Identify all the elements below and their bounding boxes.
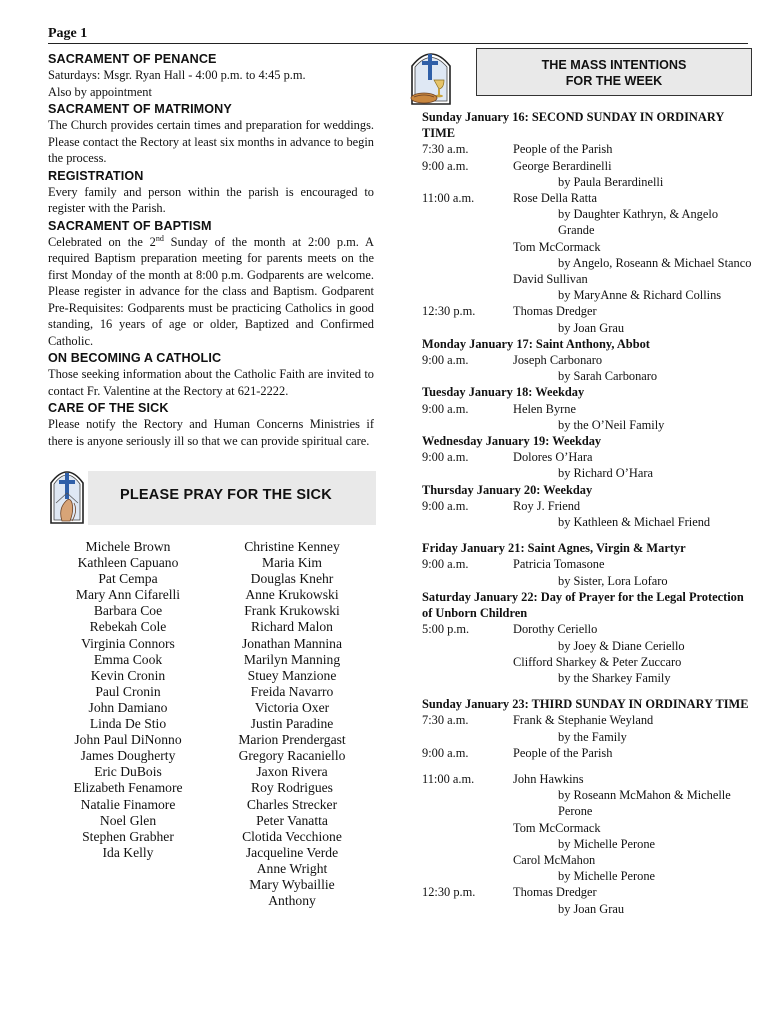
mass-intention-row bbox=[422, 712, 752, 744]
mass-time: 7:30 a.m. bbox=[422, 142, 469, 157]
sick-name: Marilyn Manning bbox=[243, 651, 341, 667]
section-penance bbox=[48, 51, 374, 100]
section-heading: ON BECOMING A CATHOLIC bbox=[48, 351, 222, 365]
mass-intention-by: by Joey & Diane Ceriello bbox=[558, 638, 685, 653]
mass-intention-by: by the Family bbox=[558, 729, 627, 744]
baptism-body-rest: Sunday of the month at 2:00 p.m. A required Baptism preparation meeting for parents meets on the first Monday of the month at 8:00 p.m. Godparents are welcome. Please register in advance for the class and Baptism. Godparent Pre-Requisites: Godparents must be practicing Catholics in good standing, 16 years of age or older, Baptized and Confirmed Catholic. bbox=[48, 234, 374, 348]
mass-intention-row bbox=[422, 239, 752, 271]
mass-intention-name: Thomas Dredger bbox=[513, 304, 597, 319]
mass-intention-row bbox=[422, 621, 752, 653]
mass-day-heading: Tuesday January 18: Weekday bbox=[422, 385, 585, 400]
sick-name: Anne Wright bbox=[256, 860, 328, 876]
mass-intention-name: Rose Della Ratta bbox=[513, 191, 597, 206]
section-body: Please notify the Rectory and Human Concerns Ministries if there is anyone seriously ill so that we can provide spiritual care. bbox=[48, 417, 374, 448]
sick-name: Pat Cempa bbox=[98, 571, 158, 587]
section-heading: SACRAMENT OF PENANCE bbox=[48, 52, 217, 66]
right-column bbox=[422, 42, 752, 917]
sick-name: John Damiano bbox=[88, 699, 168, 715]
mass-intention-name: People of the Parish bbox=[513, 745, 613, 760]
sick-name: Elizabeth Fenamore bbox=[73, 780, 183, 796]
sick-name: Roy Rodrigues bbox=[251, 780, 333, 796]
section-heading: REGISTRATION bbox=[48, 168, 144, 183]
mass-intention-name: Roy J. Friend bbox=[513, 498, 581, 513]
mass-time: 11:00 a.m. bbox=[422, 771, 475, 786]
sick-name: Gregory Racaniello bbox=[238, 748, 346, 764]
sick-name: Christine Kenney bbox=[244, 539, 340, 554]
stained-glass-chalice-icon bbox=[408, 46, 454, 106]
mass-intention-row bbox=[422, 820, 752, 852]
mass-intention-name: Dolores O’Hara bbox=[513, 450, 593, 465]
section-body: Those seeking information about the Catholic Faith are invited to contact Fr. Valentine at the Rectory at 621-2222. bbox=[48, 367, 374, 398]
mass-day-heading: Monday January 17: Saint Anthony, Abbot bbox=[422, 336, 650, 351]
mass-intention-by: by Kathleen & Michael Friend bbox=[558, 515, 711, 530]
sick-name: Mary Wybaillie bbox=[249, 876, 335, 892]
mass-intention-name: Frank & Stephanie Weyland bbox=[513, 713, 654, 728]
mass-day bbox=[422, 589, 752, 696]
mass-intention-row bbox=[422, 158, 752, 190]
section-matrimony bbox=[48, 101, 374, 167]
mass-intentions-banner bbox=[422, 42, 752, 106]
mass-intention-name: Thomas Dredger bbox=[513, 885, 597, 900]
mass-intention-name: John Hawkins bbox=[513, 771, 584, 786]
pray-title: PLEASE PRAY FOR THE SICK bbox=[120, 487, 332, 503]
mass-intention-row bbox=[422, 498, 752, 530]
sick-name: Marion Prendergast bbox=[238, 732, 346, 748]
section-registration bbox=[48, 168, 374, 217]
mass-day-heading: Sunday January 23: THIRD SUNDAY IN ORDINARY TIME bbox=[422, 697, 749, 712]
mass-day-heading: Thursday January 20: Weekday bbox=[422, 482, 593, 497]
section-body: Every family and person within the parish is encouraged to register with the Parish. bbox=[48, 184, 374, 215]
sick-name: Clotida Vecchione bbox=[242, 828, 342, 844]
mass-day-heading: Saturday January 22: Day of Prayer for the Legal Protection of Unborn Children bbox=[422, 589, 744, 621]
mass-intention-name: Clifford Sharkey & Peter Zuccaro bbox=[513, 654, 682, 669]
mass-intention-by: by Richard O’Hara bbox=[558, 466, 653, 481]
mass-intention-row bbox=[422, 556, 752, 588]
mass-intention-by: by Daughter Kathryn, & Angelo Grande bbox=[558, 207, 719, 238]
sick-name: Noel Glen bbox=[99, 812, 157, 828]
mass-intention-row bbox=[422, 352, 752, 384]
sick-name: Michele Brown bbox=[85, 539, 171, 554]
sick-name: Freida Navarro bbox=[250, 683, 334, 699]
mass-intention-name: George Berardinelli bbox=[513, 158, 612, 173]
mass-intention-row bbox=[422, 852, 752, 884]
mass-intention-row bbox=[422, 303, 752, 335]
sick-name: Justin Paradine bbox=[250, 716, 334, 732]
spacer bbox=[422, 530, 752, 540]
baptism-body-sup: nd bbox=[155, 233, 164, 243]
sick-name: Richard Malon bbox=[251, 619, 333, 635]
mass-day bbox=[422, 482, 752, 541]
mass-intention-by: by MaryAnne & Richard Collins bbox=[558, 288, 722, 303]
mass-time: 9:00 a.m. bbox=[422, 745, 469, 760]
sick-name: Frank Krukowski bbox=[244, 603, 340, 619]
mass-time: 9:00 a.m. bbox=[422, 158, 469, 173]
page-label: Page 1 bbox=[48, 26, 88, 41]
sick-name: Victoria Oxer bbox=[254, 699, 330, 715]
mass-intention-row bbox=[422, 190, 752, 239]
sick-name: Douglas Knehr bbox=[250, 571, 334, 587]
sick-names bbox=[48, 539, 374, 919]
stained-glass-hands-icon bbox=[48, 463, 86, 525]
mass-intention-name: Carol McMahon bbox=[513, 852, 596, 867]
mass-time: 9:00 a.m. bbox=[422, 498, 469, 513]
mass-intention-by: by Roseann McMahon & Michelle Perone bbox=[558, 788, 731, 819]
mass-day-heading: Wednesday January 19: Weekday bbox=[422, 434, 602, 449]
mass-intention-row bbox=[422, 271, 752, 303]
section-heading: CARE OF THE SICK bbox=[48, 401, 169, 415]
mass-intention-name: Patricia Tomasone bbox=[513, 557, 605, 572]
section-body: Saturdays: Msgr. Ryan Hall - 4:00 p.m. to 4:45 p.m. Also by appointment bbox=[48, 68, 306, 99]
section-care-of-sick bbox=[48, 400, 374, 449]
mass-time: 9:00 a.m. bbox=[422, 401, 469, 416]
sick-name: Linda De Stio bbox=[89, 716, 167, 732]
mass-intention-row bbox=[422, 745, 752, 761]
mass-intention-by: by the Sharkey Family bbox=[558, 670, 671, 685]
sick-name: Emma Cook bbox=[93, 651, 163, 667]
sick-name: Eric DuBois bbox=[94, 764, 162, 780]
sick-name: Rebekah Cole bbox=[89, 619, 167, 635]
section-heading: SACRAMENT OF MATRIMONY bbox=[48, 102, 232, 116]
mass-day bbox=[422, 109, 752, 336]
section-becoming-catholic bbox=[48, 350, 374, 399]
mass-intention-name: Dorothy Ceriello bbox=[513, 622, 598, 637]
mass-intentions-list bbox=[422, 109, 752, 917]
section-body: The Church provides certain times and preparation for weddings. Please contact the Rectory at least six months in advance to begin the process. bbox=[48, 118, 374, 165]
mass-title bbox=[477, 57, 751, 89]
mass-intention-name: Joseph Carbonaro bbox=[513, 353, 603, 368]
sick-name: James Dougherty bbox=[80, 748, 176, 764]
sick-name: Jacqueline Verde bbox=[245, 844, 339, 860]
mass-intention-by: by Joan Grau bbox=[558, 901, 625, 916]
mass-intention-row bbox=[422, 771, 752, 820]
sick-name: Ida Kelly bbox=[102, 844, 154, 860]
mass-intention-by: by Paula Berardinelli bbox=[558, 174, 664, 189]
mass-day bbox=[422, 433, 752, 482]
mass-day-heading: Sunday January 16: SECOND SUNDAY IN ORDINARY TIME bbox=[422, 110, 724, 141]
mass-time: 12:30 p.m. bbox=[422, 304, 476, 319]
mass-time: 11:00 a.m. bbox=[422, 191, 475, 206]
sick-name: Jaxon Rivera bbox=[256, 764, 328, 780]
mass-intention-by: by Sister, Lora Lofaro bbox=[558, 573, 668, 588]
mass-intention-by: by Michelle Perone bbox=[558, 836, 656, 851]
sick-name: Jonathan Mannina bbox=[241, 635, 343, 651]
mass-intention-row bbox=[422, 141, 752, 157]
sick-name: Anne Krukowski bbox=[245, 587, 339, 603]
sick-name: Natalie Finamore bbox=[80, 796, 176, 812]
mass-day bbox=[422, 336, 752, 385]
mass-intention-by: by Angelo, Roseann & Michael Stanco bbox=[558, 255, 752, 270]
mass-intention-name: Helen Byrne bbox=[513, 401, 576, 416]
mass-title-line-1: THE MASS INTENTIONS bbox=[541, 58, 687, 72]
sick-name: Paul Cronin bbox=[95, 683, 161, 699]
sick-list-column-1 bbox=[48, 539, 208, 861]
mass-intention-name: People of the Parish bbox=[513, 142, 613, 157]
sick-name: Stuey Manzione bbox=[247, 667, 337, 683]
sick-name: Barbara Coe bbox=[93, 603, 163, 619]
mass-intention-by: by Joan Grau bbox=[558, 320, 625, 335]
mass-intention-by: by Michelle Perone bbox=[558, 869, 656, 884]
pray-for-sick-banner bbox=[48, 463, 374, 525]
section-baptism bbox=[48, 218, 374, 350]
left-column bbox=[48, 50, 374, 919]
mass-time: 7:30 a.m. bbox=[422, 713, 469, 728]
section-heading: SACRAMENT OF BAPTISM bbox=[48, 218, 212, 233]
mass-intention-row bbox=[422, 449, 752, 481]
mass-time: 9:00 a.m. bbox=[422, 450, 469, 465]
mass-day bbox=[422, 540, 752, 589]
sick-name: Stephen Grabher bbox=[82, 828, 174, 844]
sick-name: Virginia Connors bbox=[81, 635, 175, 651]
mass-intention-row bbox=[422, 654, 752, 686]
mass-day-heading: Friday January 21: Saint Agnes, Virgin & Martyr bbox=[422, 541, 686, 556]
baptism-body-pre: Celebrated on the 2 bbox=[48, 234, 156, 249]
mass-intention-name: David Sullivan bbox=[513, 272, 588, 287]
sick-name: Kathleen Capuano bbox=[77, 555, 179, 571]
spacer bbox=[422, 761, 752, 771]
mass-intention-by: by the O’Neil Family bbox=[558, 417, 665, 432]
mass-intention-by: by Sarah Carbonaro bbox=[558, 369, 658, 384]
sick-name: Mary Ann Cifarelli bbox=[75, 587, 181, 603]
mass-day bbox=[422, 696, 752, 917]
sick-list-column-2 bbox=[212, 539, 372, 909]
section-body bbox=[48, 234, 374, 350]
mass-day bbox=[422, 384, 752, 433]
mass-time: 9:00 a.m. bbox=[422, 353, 469, 368]
sick-name: Maria Kim bbox=[261, 555, 323, 571]
mass-time: 12:30 p.m. bbox=[422, 885, 476, 900]
mass-title-box bbox=[476, 48, 752, 96]
mass-intention-row bbox=[422, 884, 752, 916]
sick-name: Peter Vanatta bbox=[256, 812, 328, 828]
mass-time: 9:00 a.m. bbox=[422, 557, 469, 572]
mass-intention-row bbox=[422, 401, 752, 433]
sick-name: John Paul DiNonno bbox=[74, 732, 182, 748]
sick-name: Anthony bbox=[268, 893, 316, 909]
sick-name: Kevin Cronin bbox=[90, 667, 166, 683]
mass-intention-name: Tom McCormack bbox=[513, 820, 601, 835]
mass-intention-name: Tom McCormack bbox=[513, 239, 601, 254]
mass-title-line-2: FOR THE WEEK bbox=[565, 74, 663, 88]
mass-time: 5:00 p.m. bbox=[422, 622, 470, 637]
sick-name: Charles Strecker bbox=[246, 796, 338, 812]
spacer bbox=[422, 686, 752, 696]
